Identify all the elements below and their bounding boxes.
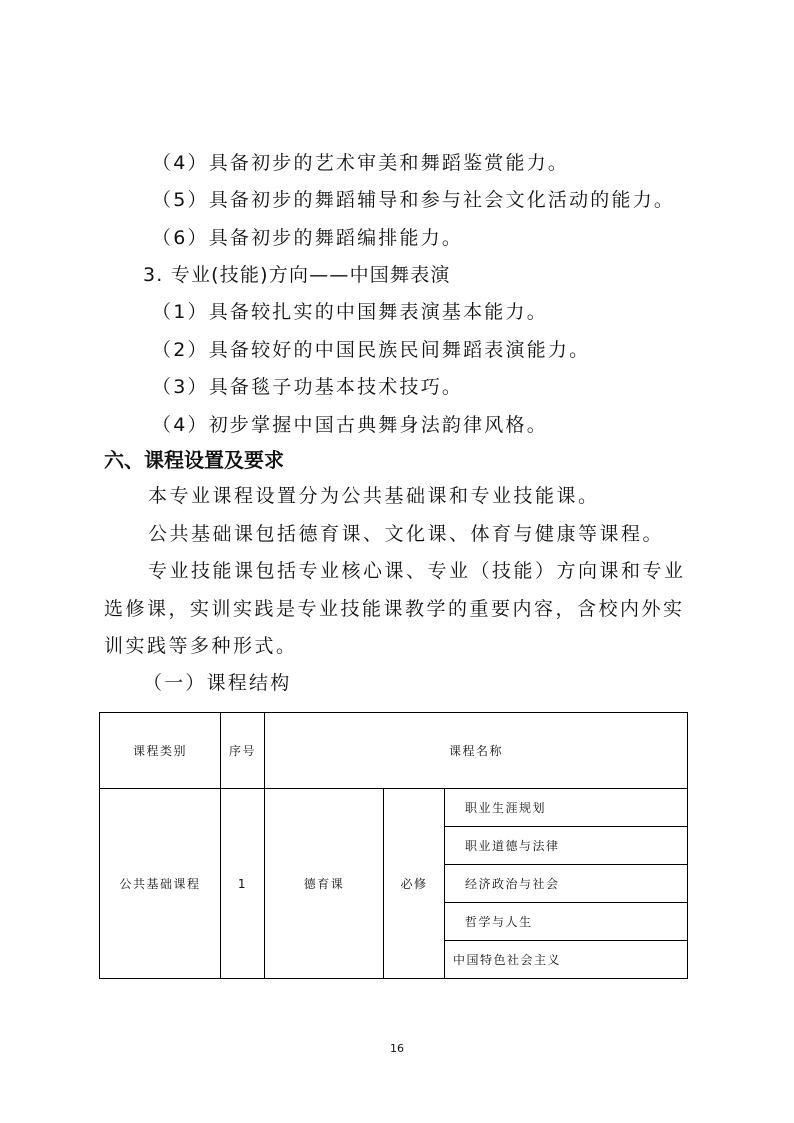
header-course-name: 课程名称	[265, 713, 688, 789]
subsection-title-structure: （一）课程结构	[143, 672, 292, 694]
cell-course-name: 职业道德与法律	[445, 827, 688, 865]
cell-course-name: 哲学与人生	[445, 903, 688, 941]
page-number: 16	[390, 1042, 404, 1055]
ability-item: （3）具备毯子功基本技术技巧。	[152, 376, 464, 398]
header-number: 序号	[221, 713, 265, 789]
ability-item: （4）初步掌握中国古典舞身法韵律风格。	[152, 414, 548, 436]
cell-type: 必修	[384, 789, 445, 979]
section-heading: 六、课程设置及要求	[104, 448, 284, 472]
table-header-row	[100, 713, 688, 789]
subsection-title-direction: 3. 专业(技能)方向——中国舞表演	[143, 264, 451, 286]
course-structure-table	[99, 712, 688, 979]
ability-item: （4）具备初步的艺术审美和舞蹈鉴赏能力。	[152, 152, 570, 174]
table-row	[100, 789, 688, 827]
cell-number: 1	[221, 789, 265, 979]
ability-item: （1）具备较扎实的中国舞表演基本能力。	[152, 301, 548, 323]
ability-item: （2）具备较好的中国民族民间舞蹈表演能力。	[152, 339, 591, 361]
cell-course-name: 经济政治与社会	[445, 865, 688, 903]
header-category: 课程类别	[100, 713, 221, 789]
ability-item: （5）具备初步的舞蹈辅导和参与社会文化活动的能力。	[152, 189, 676, 211]
cell-group: 德育课	[265, 789, 384, 979]
ability-item: （6）具备初步的舞蹈编排能力。	[152, 227, 464, 249]
paragraph: 专业技能课包括专业核心课、专业（技能）方向课和专业选修课，实训实践是专业技能课教学的重要内容，含校内外实训实践等多种形式。	[104, 560, 686, 657]
cell-course-name: 职业生涯规划	[445, 789, 688, 827]
cell-category: 公共基础课程	[100, 789, 221, 979]
paragraph: 本专业课程设置分为公共基础课和专业技能课。	[148, 485, 600, 507]
paragraph: 公共基础课包括德育课、文化课、体育与健康等课程。	[148, 523, 665, 545]
cell-course-name: 中国特色社会主义	[445, 941, 688, 979]
